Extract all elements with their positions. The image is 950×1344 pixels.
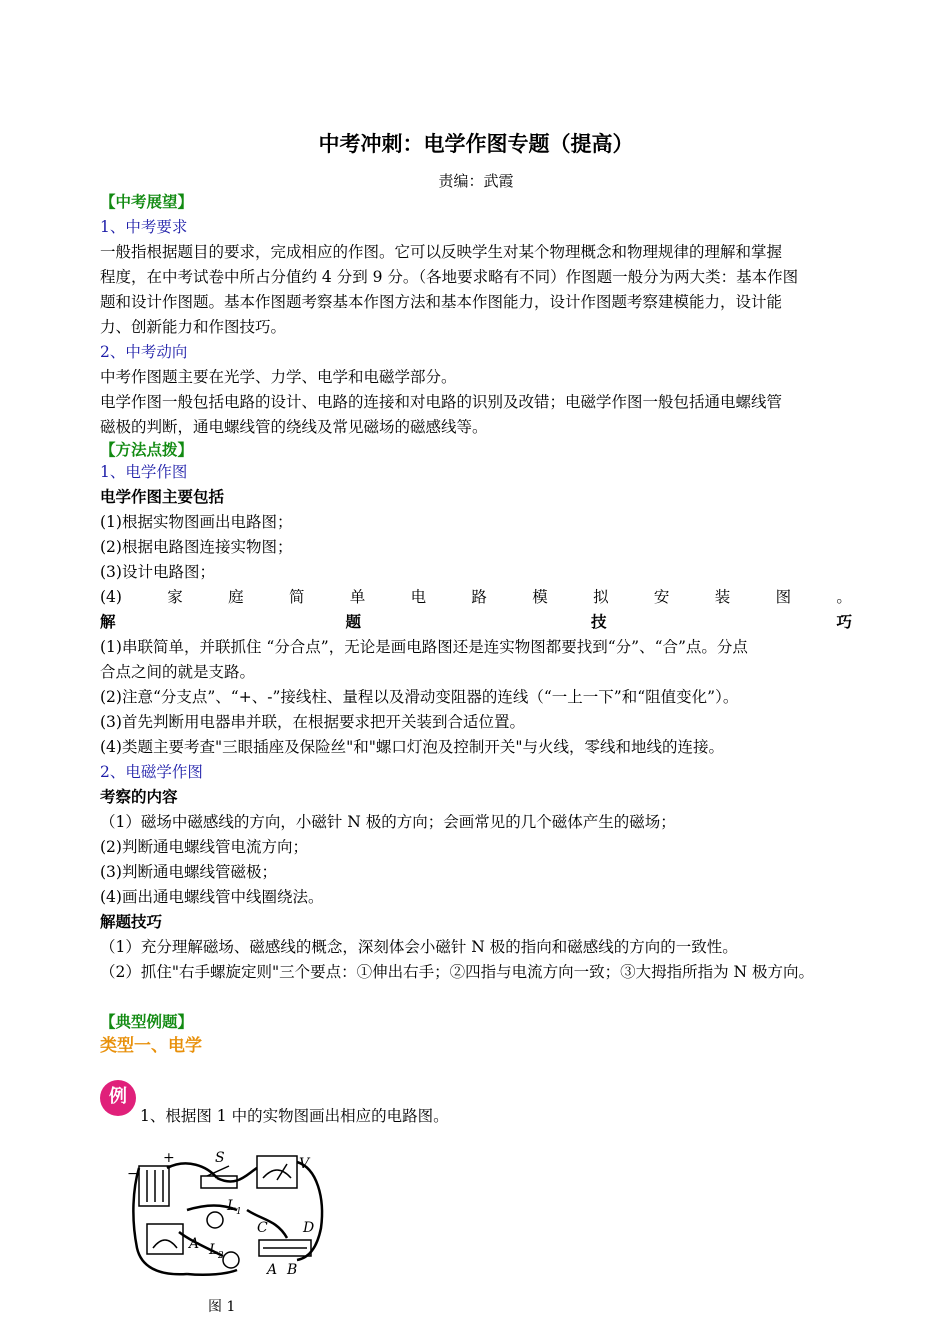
page-title: 中考冲刺：电学作图专题（提高）	[318, 132, 634, 156]
spread-char: 简	[288, 588, 305, 606]
heading-electrical-drawing: 1、电学作图	[100, 463, 188, 481]
tip-line: 合点之间的就是支路。	[100, 663, 256, 681]
paragraph-line: 题和设计作图题。基本作图题考察基本作图方法和基本作图能力，设计作图题考察建模能力，设计能	[100, 293, 783, 311]
spread-char: 解	[100, 613, 116, 631]
spread-char: 题	[345, 613, 361, 631]
paragraph-line: 中考作图题主要在光学、力学、电学和电磁学部分。	[100, 368, 457, 386]
spread-char: 电	[410, 588, 427, 606]
paragraph-line: 程度，在中考试卷中所占分值约 4 分到 9 分。（各地要求略有不同）作图题一般分为两大类：基本作图	[100, 268, 799, 286]
figure-label: C	[257, 1220, 268, 1236]
paragraph-line: 力、创新能力和作图技巧。	[100, 318, 287, 336]
spread-char: 拟	[593, 588, 609, 606]
wire	[297, 1162, 322, 1260]
wire	[133, 1168, 187, 1274]
spread-char: 庭	[228, 588, 244, 606]
figure-label: −	[127, 1166, 139, 1182]
spread-char: 家	[167, 588, 183, 606]
lamp-l2	[223, 1252, 239, 1268]
list-item: (4)画出通电螺线管中线圈绕法。	[100, 888, 324, 906]
list-item: （1）磁场中磁感线的方向，小磁针 N 极的方向；会画常见的几个磁体产生的磁场；	[100, 813, 676, 831]
spread-char: 安	[653, 588, 670, 606]
subheading-content: 考察的内容	[100, 788, 178, 806]
list-item: (2)判断通电螺线管电流方向；	[100, 838, 308, 856]
spread-char: 装	[714, 588, 731, 606]
figure-label: V	[299, 1156, 310, 1172]
example-badge-icon: 例	[100, 1080, 136, 1116]
paragraph-line: 磁极的判断，通电螺线管的绕线及常见磁场的磁感线等。	[100, 418, 488, 436]
paragraph-line: 电学作图一般包括电路的设计、电路的连接和对电路的识别及改错；电磁学作图一般包括通电螺线管	[100, 393, 783, 411]
heading-electromagnetic: 2、电磁学作图	[100, 763, 203, 781]
figure-label: A	[267, 1262, 278, 1278]
subheading-main: 电学作图主要包括	[100, 488, 225, 506]
wire	[187, 1270, 237, 1275]
spread-char: (4)	[100, 588, 122, 606]
tip-line: (4)类题主要考查"三眼插座及保险丝"和"螺口灯泡及控制开关"与火线，零线和地线的连接。	[100, 738, 724, 756]
list-item: (3)判断通电螺线管磁极；	[100, 863, 277, 881]
section-outlook: 【中考展望】	[100, 193, 194, 211]
figure-label: A	[189, 1236, 200, 1252]
figure-caption: 图 1	[208, 1299, 236, 1315]
heading-requirements: 1、中考要求	[100, 218, 188, 236]
circuit-figure	[127, 1148, 327, 1280]
list-item-spread	[100, 585, 852, 610]
spread-char: 图	[775, 588, 792, 606]
figure-label: 2	[218, 1251, 224, 1261]
figure-label: 1	[236, 1207, 242, 1217]
section-examples: 【典型例题】	[100, 1013, 194, 1031]
spread-char: 路	[471, 588, 487, 606]
author-line: 责编：武霞	[438, 172, 514, 190]
tip-line: (3)首先判断用电器串并联，在根据要求把开关装到合适位置。	[100, 713, 525, 731]
list-item: (2)根据电路图连接实物图；	[100, 538, 293, 556]
figure-label: B	[287, 1262, 298, 1278]
figure-label: S	[215, 1150, 225, 1166]
spread-char: 。	[836, 588, 852, 606]
list-item: (3)设计电路图；	[100, 563, 215, 581]
figure-label: +	[163, 1150, 175, 1166]
type-heading: 类型一、电学	[100, 1036, 202, 1056]
figure-label: L	[209, 1242, 219, 1258]
voltmeter	[257, 1156, 297, 1188]
figure-label: D	[303, 1220, 315, 1236]
spread-char: 单	[349, 588, 366, 606]
spread-char: 技	[590, 613, 607, 631]
list-item: （2）抓住"右手螺旋定则"三个要点：①伸出右手；②四指与电流方向一致；③大拇指所指为 N 极方向。	[100, 963, 815, 981]
ammeter	[147, 1224, 183, 1254]
spread-char: 模	[532, 588, 548, 606]
list-item: (1)根据实物图画出电路图；	[100, 513, 293, 531]
subheading-skills-spread	[100, 610, 852, 635]
battery	[139, 1166, 169, 1206]
figure-label: L	[227, 1198, 237, 1214]
tip-line: (1)串联简单，并联抓住 “分合点”，无论是画电路图还是连实物图都要找到“分”、“合”点。分点	[100, 638, 748, 656]
paragraph-line: 一般指根据题目的要求，完成相应的作图。它可以反映学生对某个物理概念和物理规律的理解和掌握	[100, 243, 783, 261]
list-item: （1）充分理解磁场、磁感线的概念，深刻体会小磁针 N 极的指向和磁感线的方向的一致性。	[100, 938, 738, 956]
section-method: 【方法点拨】	[100, 441, 194, 459]
lamp-l1	[207, 1212, 223, 1228]
heading-trends: 2、中考动向	[100, 343, 188, 361]
tip-line: (2)注意“分支点”、“+、-”接线柱、量程以及滑动变阻器的连线（“一上一下”和“阻值变化”）。	[100, 688, 739, 706]
question-text: 1、根据图 1 中的实物图画出相应的电路图。	[140, 1107, 449, 1125]
subheading-skills: 解题技巧	[100, 913, 163, 931]
spread-char: 巧	[836, 613, 852, 631]
